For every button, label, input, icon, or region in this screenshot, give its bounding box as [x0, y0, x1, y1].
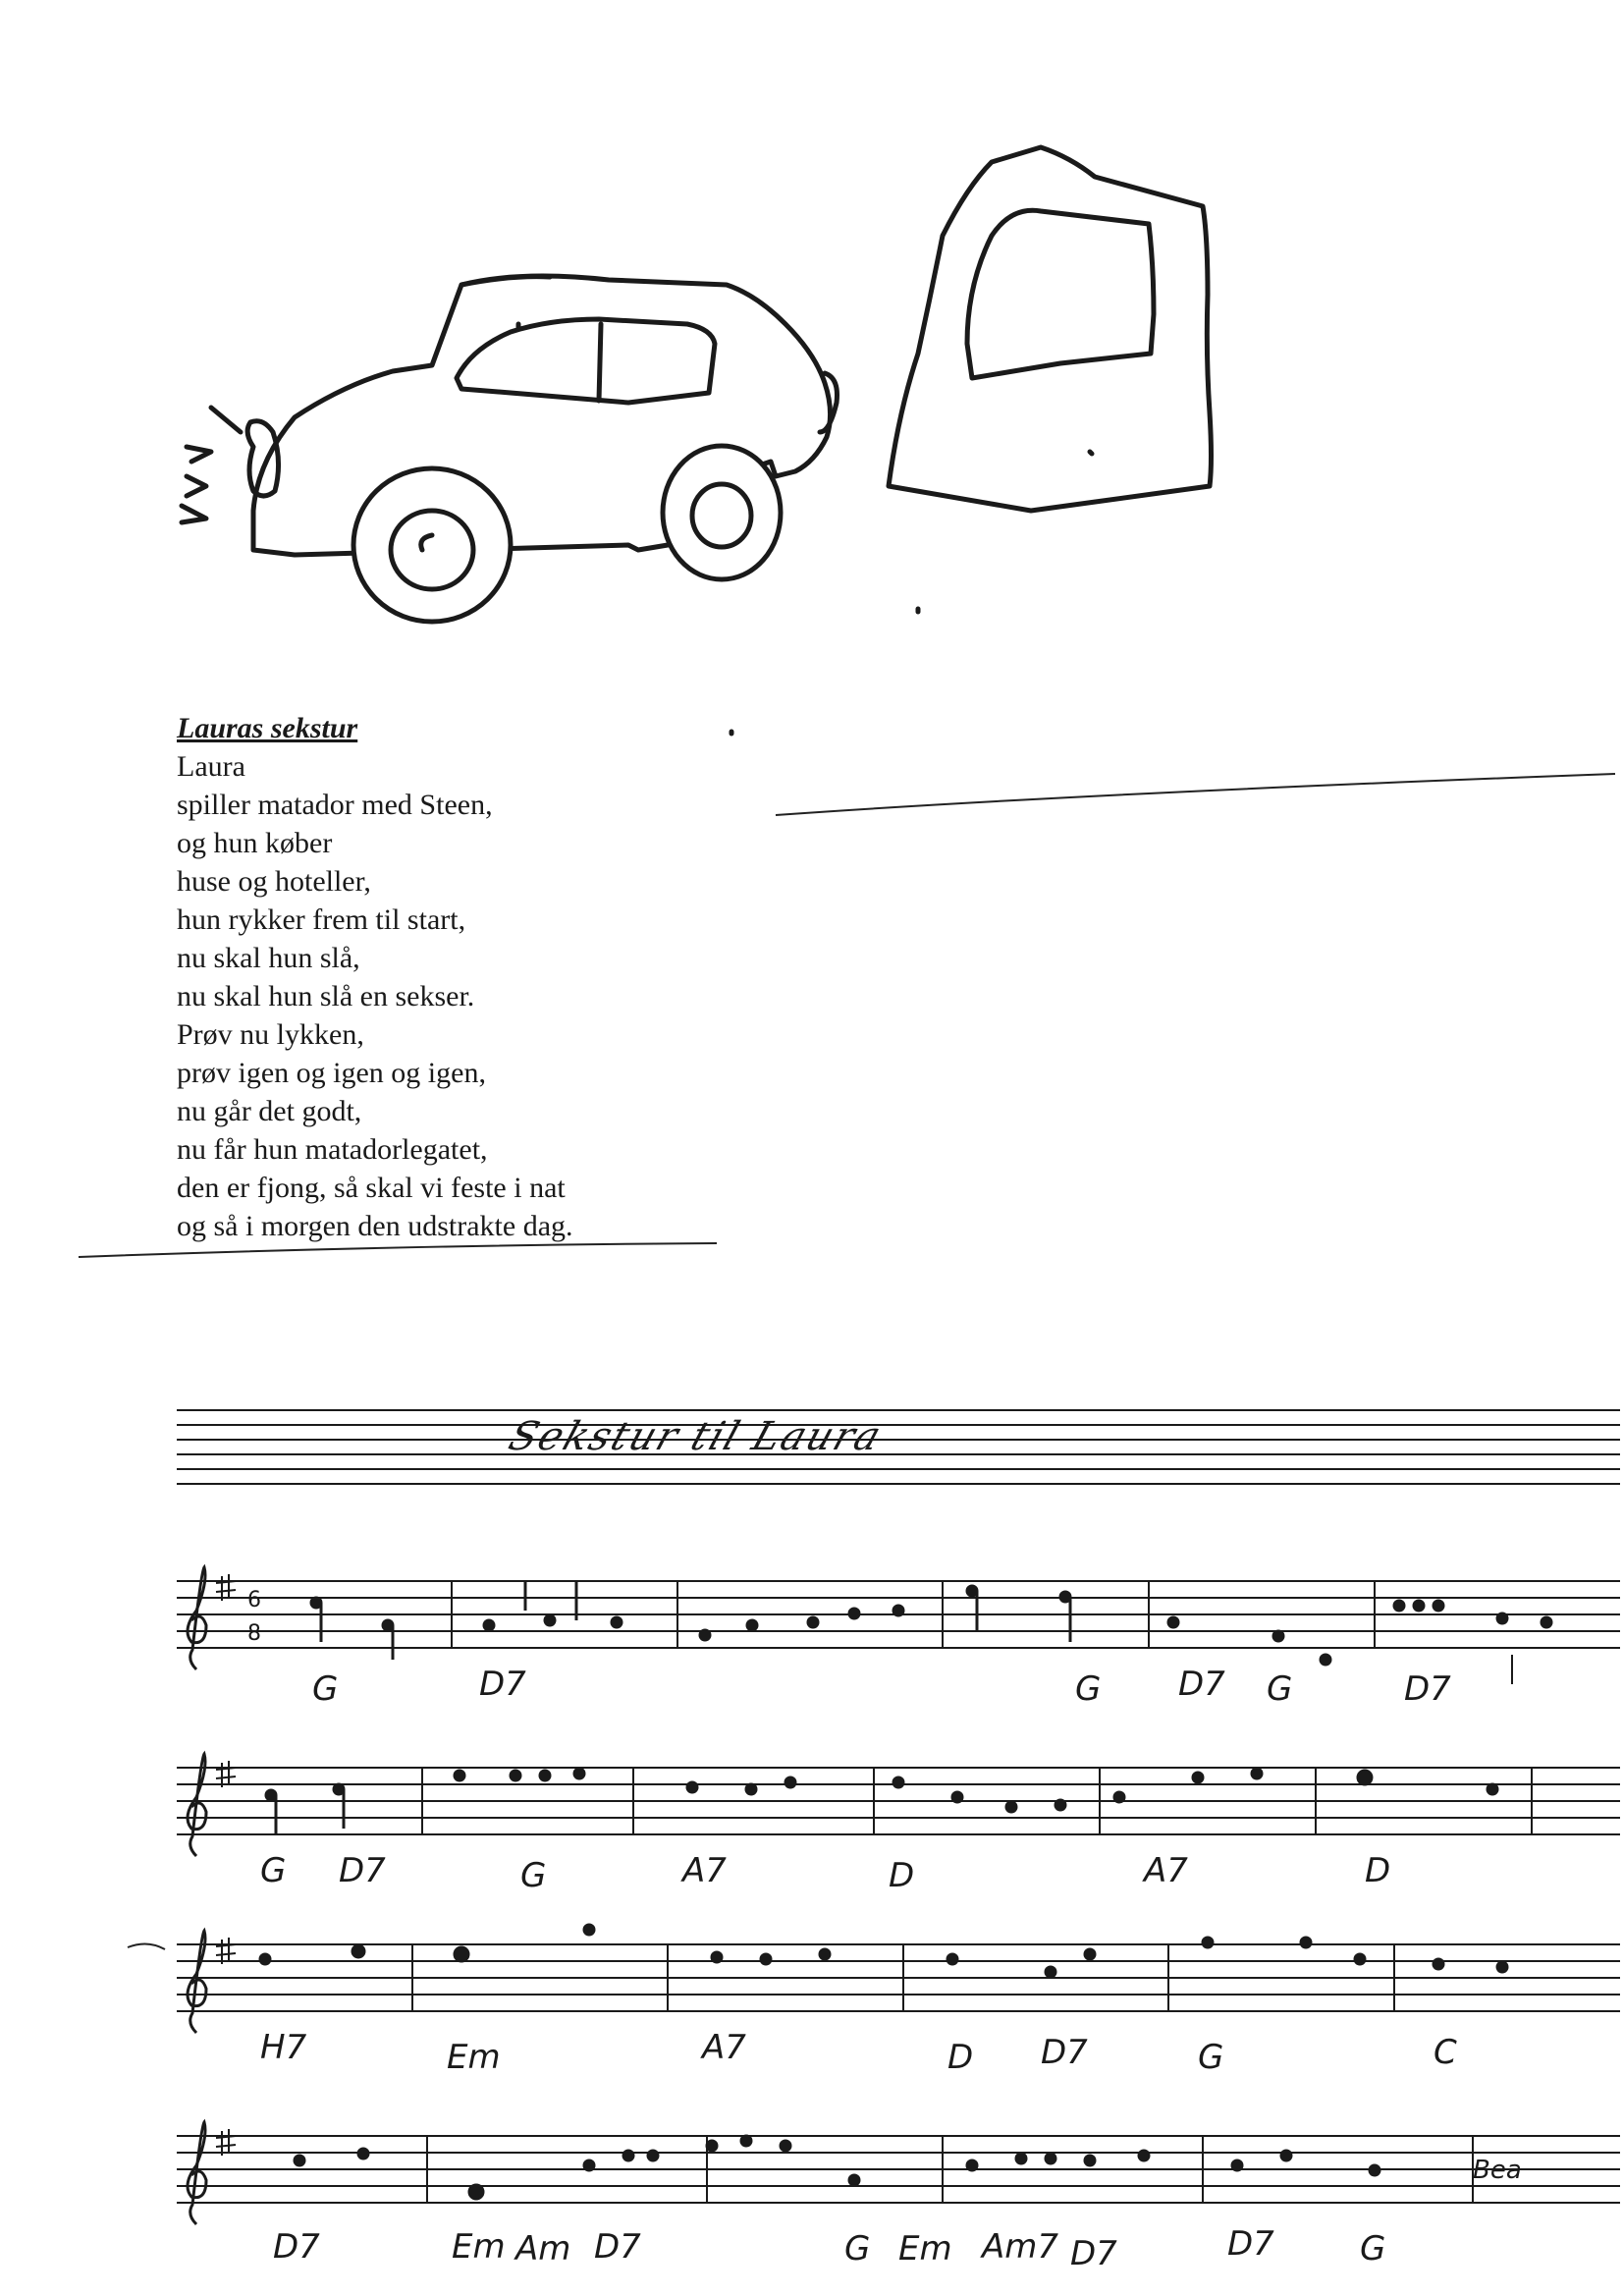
chord-symbol: G: [844, 2229, 871, 2269]
treble-clef: [188, 1567, 206, 1669]
note: [1370, 2165, 1380, 2175]
chord-symbol: Em: [447, 2038, 501, 2077]
chord-symbol: Am: [515, 2229, 571, 2269]
note: [1358, 1771, 1372, 1784]
chord-symbol: C: [1434, 2033, 1457, 2072]
poem-line: den er fjong, så skal vi feste i nat: [177, 1172, 566, 1204]
chord-symbol: G: [520, 1856, 547, 1895]
chord-symbol: G: [1075, 1669, 1102, 1709]
poem-line: nu skal hun slå en sekser.: [177, 980, 475, 1012]
note: [700, 1630, 710, 1640]
note: [295, 2156, 304, 2165]
poem-line: huse og hoteller,: [177, 865, 371, 898]
poem-line: og så i morgen den udstrakte dag.: [177, 1210, 573, 1242]
chord-symbol: H7: [260, 2028, 307, 2067]
time-signature-text: [1532, 1650, 1533, 1651]
chord-symbol: D7: [339, 1851, 386, 1890]
poem-title: Lauras sekstur: [177, 712, 358, 744]
title-staff: [177, 1410, 1620, 1484]
poem-line: Laura: [177, 750, 245, 783]
note: [1114, 1792, 1124, 1802]
note: [260, 1954, 270, 1964]
note: [947, 1954, 957, 1964]
note: [687, 1782, 697, 1792]
chord-symbol: G: [1360, 2229, 1386, 2269]
note: [455, 1771, 464, 1780]
note: [1085, 2156, 1095, 2165]
note: [707, 2141, 717, 2151]
note: [712, 1952, 722, 1962]
chord-symbol: G: [1267, 1669, 1293, 1709]
chord-symbol: D7: [1227, 2224, 1274, 2264]
poem-line: spiller matador med Steen,: [177, 789, 493, 821]
chord-symbol: D7: [1041, 2033, 1088, 2072]
staff-system-3: [177, 1944, 1620, 2011]
chord-symbol: D7: [273, 2227, 320, 2267]
chord-symbol: A7: [1144, 1851, 1188, 1890]
treble-clef: [188, 2122, 206, 2224]
poem-line: nu går det godt,: [177, 1095, 362, 1127]
chord-symbol: D: [889, 1856, 915, 1895]
note: [612, 1617, 622, 1627]
note: [849, 2175, 859, 2185]
poem-line: prøv igen og igen og igen,: [177, 1057, 486, 1089]
poem-line: og hun køber: [177, 827, 333, 859]
note: [893, 1777, 903, 1787]
note: [469, 2185, 483, 2199]
chord-symbol: G: [1198, 2038, 1224, 2077]
time-signature-bottom: 8: [247, 1621, 261, 1646]
chord-symbol: G: [312, 1669, 339, 1709]
poem-line: hun rykker frem til start,: [177, 903, 466, 936]
signature: Bea: [1473, 2156, 1522, 2185]
chord-symbol: D7: [479, 1665, 526, 1704]
note: [455, 1947, 468, 1961]
note: [1232, 2160, 1242, 2170]
chord-symbol: G: [260, 1851, 287, 1890]
sharp: [216, 1761, 236, 1787]
chord-symbol: Em: [452, 2227, 506, 2267]
time-signature-top: 6: [247, 1588, 261, 1613]
music-title: Sekstur til Laura: [503, 1414, 889, 1459]
chord-symbol: Em: [898, 2229, 952, 2269]
time-signature-text: [1532, 1660, 1533, 1661]
note: [545, 1615, 555, 1625]
poem-line: nu får hun matadorlegatet,: [177, 1133, 488, 1166]
chord-symbol: A7: [682, 1851, 727, 1890]
chord-symbol: D7: [1070, 2234, 1117, 2273]
note: [484, 1620, 494, 1630]
chord-symbol: A7: [702, 2028, 746, 2067]
chord-symbol: D7: [1404, 1669, 1451, 1709]
note: [1434, 1959, 1443, 1969]
sharp: [216, 2129, 236, 2156]
treble-clef: [188, 1931, 206, 2033]
note: [967, 2160, 977, 2170]
chord-symbol: D: [1365, 1851, 1391, 1890]
note: [1394, 1601, 1404, 1611]
sharp: [216, 1574, 236, 1601]
chord-symbol: D7: [1178, 1665, 1225, 1704]
note: [1168, 1617, 1178, 1627]
note: [1203, 1938, 1213, 1947]
chord-symbol: D7: [594, 2227, 641, 2267]
chord-symbol: Am7: [982, 2227, 1059, 2267]
chord-symbol: D: [947, 2038, 974, 2077]
poem-line: Prøv nu lykken,: [177, 1018, 364, 1051]
staff-system-4: [177, 2136, 1620, 2203]
poem-line: nu skal hun slå,: [177, 942, 360, 974]
sharp: [216, 1938, 236, 1964]
treble-clef: [188, 1754, 206, 1856]
note: [584, 2160, 594, 2170]
